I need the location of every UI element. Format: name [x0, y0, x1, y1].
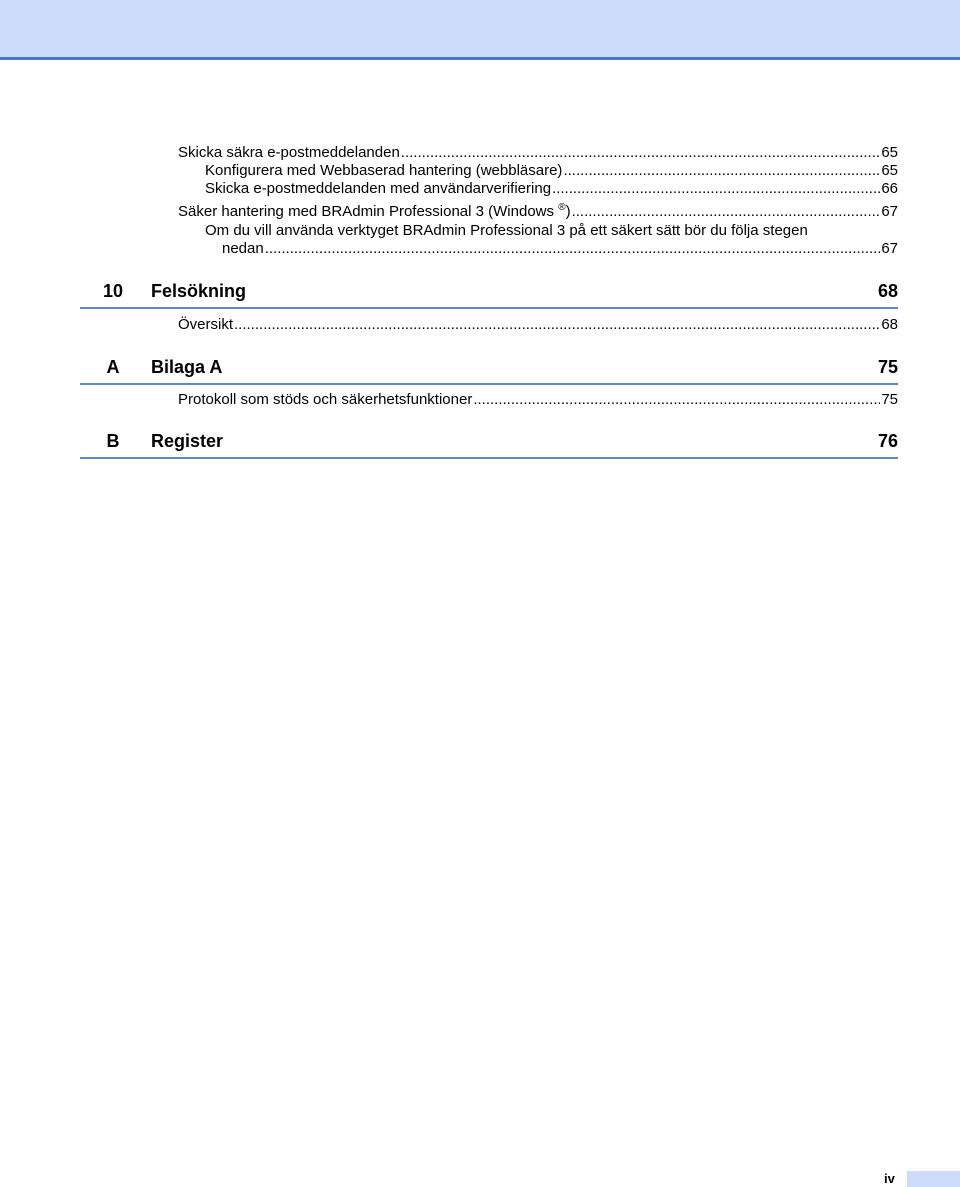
- toc-entry-title-line1[interactable]: Om du vill använda verktyget BRAdmin Professional 3 på ett säkert sätt bör du följa stegen: [205, 222, 808, 239]
- leader-dots: [265, 240, 881, 258]
- chapter-heading[interactable]: [80, 431, 898, 459]
- toc-entry[interactable]: [178, 203, 898, 221]
- chapter-number: A: [106, 357, 120, 377]
- leader-dots: [401, 144, 881, 162]
- toc-entry-page: 75: [881, 391, 898, 408]
- toc-entry-page: 65: [881, 162, 898, 179]
- leader-dots: [473, 391, 880, 409]
- header-band: [0, 0, 960, 60]
- toc-entry-title: Skicka säkra e-postmeddelanden: [178, 144, 400, 161]
- toc-entry[interactable]: [222, 240, 898, 258]
- chapter-title: Register: [151, 431, 224, 451]
- chapter-title: Felsökning: [151, 281, 247, 301]
- chapter-number: B: [106, 431, 120, 451]
- toc-entry-title: Konfigurera med Webbaserad hantering (webbläsare): [205, 162, 563, 179]
- toc-entry-title: Protokoll som stöds och säkerhetsfunktioner: [178, 391, 473, 408]
- chapter-page: 76: [877, 431, 898, 451]
- footer-tab: [907, 1171, 960, 1187]
- toc-entry[interactable]: [205, 162, 898, 180]
- leader-dots: [572, 203, 881, 221]
- toc-entry-page: 67: [881, 240, 898, 257]
- toc-entry-title: Översikt: [178, 316, 234, 333]
- chapter-title: Bilaga A: [151, 357, 223, 377]
- chapter-number: 10: [102, 281, 124, 301]
- toc-entry[interactable]: [178, 316, 898, 334]
- toc-entry-page: 67: [881, 203, 898, 220]
- chapter-heading[interactable]: [80, 281, 898, 309]
- toc-entry-title-line2: nedan: [222, 240, 264, 257]
- toc-entry[interactable]: [178, 391, 898, 409]
- toc-entry-title: Skicka e-postmeddelanden med användarverifiering: [205, 180, 552, 197]
- leader-dots: [234, 316, 880, 334]
- toc-entry[interactable]: [205, 180, 898, 198]
- toc-entry-title: Säker hantering med BRAdmin Professional 3 (Windows ®): [178, 202, 571, 220]
- page-number: iv: [884, 1171, 895, 1186]
- toc-entry-page: 68: [881, 316, 898, 333]
- registered-mark: ®: [558, 202, 566, 213]
- chapter-heading[interactable]: [80, 357, 898, 385]
- toc-entry-page: 66: [881, 180, 898, 197]
- leader-dots: [563, 162, 880, 180]
- leader-dots: [552, 180, 880, 198]
- chapter-page: 68: [877, 281, 898, 301]
- toc-entry[interactable]: [178, 144, 898, 162]
- toc-entry-page: 65: [881, 144, 898, 161]
- chapter-page: 75: [877, 357, 898, 377]
